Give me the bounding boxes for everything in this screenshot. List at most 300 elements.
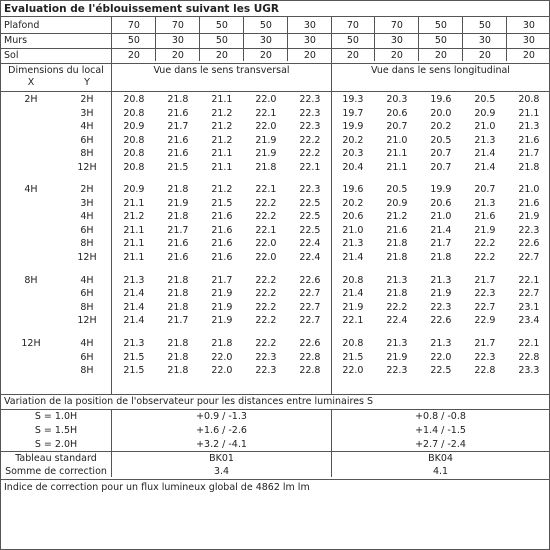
longitudinal-value: 20.5 bbox=[430, 134, 452, 146]
y-dimension: 6H bbox=[80, 288, 94, 300]
divider bbox=[462, 16, 463, 61]
longitudinal-value: 21.7 bbox=[474, 274, 496, 286]
transversal-value: 22.1 bbox=[255, 184, 277, 196]
transversal-value: 21.7 bbox=[167, 315, 189, 327]
transversal-value: 21.6 bbox=[167, 107, 189, 119]
longitudinal-value: 21.3 bbox=[430, 338, 452, 350]
reflectance-label: Plafond bbox=[4, 20, 40, 31]
longitudinal-value: 20.7 bbox=[430, 148, 452, 159]
longitudinal-value: 20.6 bbox=[342, 211, 364, 223]
transversal-value: 21.3 bbox=[123, 338, 145, 350]
transversal-value: 21.5 bbox=[123, 351, 145, 363]
longitudinal-value: 21.0 bbox=[430, 211, 452, 223]
transversal-value: 22.2 bbox=[255, 338, 277, 350]
longitudinal-value: 23.4 bbox=[518, 315, 540, 327]
table-row bbox=[1, 121, 549, 135]
longitudinal-value: 21.7 bbox=[474, 338, 496, 350]
transversal-value: 21.9 bbox=[255, 134, 277, 146]
variation-title: Variation de la position de l'observateur pour les distances entre luminaires S bbox=[4, 396, 374, 407]
y-dimension: 2H bbox=[80, 94, 94, 105]
transversal-value: 21.6 bbox=[211, 238, 233, 250]
reflectance-row bbox=[1, 20, 549, 34]
transversal-value: 21.7 bbox=[167, 121, 189, 132]
reflectance-value: 30 bbox=[522, 35, 535, 46]
longitudinal-value: 19.9 bbox=[430, 184, 452, 196]
table-row bbox=[1, 184, 549, 198]
transversal-value: 20.9 bbox=[123, 121, 145, 132]
longitudinal-value: 21.9 bbox=[342, 301, 364, 313]
longitudinal-value: 22.8 bbox=[518, 351, 540, 363]
transversal-header: Vue dans le sens transversal bbox=[153, 65, 290, 76]
table-row bbox=[1, 302, 549, 316]
longitudinal-value: 21.7 bbox=[518, 148, 540, 159]
transversal-value: 22.2 bbox=[299, 148, 321, 159]
longitudinal-value: 20.5 bbox=[386, 184, 408, 196]
transversal-value: 21.8 bbox=[167, 184, 189, 196]
y-dimension: 6H bbox=[80, 134, 94, 146]
reflectance-value: 20 bbox=[127, 50, 140, 61]
transversal-value: 21.1 bbox=[211, 148, 233, 159]
footer-note: Indice de correction pour un flux lumineux global de 4862 lm lm bbox=[4, 482, 310, 493]
reflectance-value: 50 bbox=[215, 20, 228, 31]
transversal-value: 22.8 bbox=[299, 351, 321, 363]
longitudinal-value: 21.3 bbox=[386, 338, 408, 350]
x-dimension: 2H bbox=[24, 94, 38, 105]
transversal-value: 22.3 bbox=[299, 184, 321, 196]
reflectance-value: 20 bbox=[390, 50, 403, 61]
transversal-value: 22.3 bbox=[299, 94, 321, 105]
table-row bbox=[1, 338, 549, 352]
longitudinal-value: 21.9 bbox=[474, 224, 496, 236]
transversal-value: 22.0 bbox=[255, 121, 277, 132]
transversal-value: 21.8 bbox=[167, 351, 189, 363]
table-row bbox=[1, 94, 549, 108]
longitudinal-value: 20.7 bbox=[474, 184, 496, 196]
table-row bbox=[1, 315, 549, 329]
reflectance-value: 30 bbox=[303, 35, 316, 46]
longitudinal-value: 20.7 bbox=[386, 121, 408, 132]
transversal-value: 21.6 bbox=[211, 211, 233, 223]
x-dimension: 8H bbox=[24, 274, 38, 286]
longitudinal-value: 19.6 bbox=[342, 184, 364, 196]
reflectance-value: 50 bbox=[215, 35, 228, 46]
transversal-value: 21.6 bbox=[167, 148, 189, 159]
transversal-value: 21.4 bbox=[123, 301, 145, 313]
reflectance-row bbox=[1, 50, 549, 64]
longitudinal-value: 21.9 bbox=[430, 288, 452, 300]
divider bbox=[418, 16, 419, 61]
variation-label: S = 1.5H bbox=[34, 425, 78, 436]
correction-transversal: 3.4 bbox=[213, 466, 230, 477]
longitudinal-value: 22.3 bbox=[386, 365, 408, 377]
y-dimension: 12H bbox=[77, 315, 97, 327]
transversal-value: 21.8 bbox=[211, 338, 233, 350]
longitudinal-value: 20.8 bbox=[342, 338, 364, 350]
variation-transversal: +1.6 / -2.6 bbox=[196, 425, 247, 436]
transversal-value: 22.1 bbox=[299, 161, 321, 173]
longitudinal-value: 20.9 bbox=[474, 107, 496, 119]
longitudinal-value: 23.3 bbox=[518, 365, 540, 377]
transversal-value: 22.0 bbox=[255, 251, 277, 263]
transversal-value: 21.4 bbox=[123, 315, 145, 327]
transversal-value: 22.5 bbox=[299, 197, 321, 209]
variation-row bbox=[1, 411, 549, 425]
y-dimension: 4H bbox=[80, 274, 94, 286]
x-dimension: 12H bbox=[21, 338, 41, 350]
longitudinal-value: 21.0 bbox=[518, 184, 540, 196]
correction-row bbox=[1, 466, 549, 480]
transversal-value: 22.0 bbox=[255, 94, 277, 105]
longitudinal-value: 20.3 bbox=[342, 148, 364, 159]
variation-row bbox=[1, 425, 549, 439]
reflectance-value: 50 bbox=[346, 35, 359, 46]
longitudinal-value: 22.7 bbox=[474, 301, 496, 313]
longitudinal-value: 22.9 bbox=[474, 315, 496, 327]
longitudinal-value: 21.8 bbox=[386, 251, 408, 263]
divider bbox=[199, 16, 200, 61]
table-row bbox=[1, 288, 549, 302]
longitudinal-value: 22.2 bbox=[386, 301, 408, 313]
y-dimension: 8H bbox=[80, 148, 94, 159]
table-row bbox=[1, 352, 549, 366]
divider bbox=[506, 16, 507, 61]
y-dimension: 4H bbox=[80, 121, 94, 132]
y-dimension: 6H bbox=[80, 351, 94, 363]
longitudinal-value: 20.8 bbox=[342, 274, 364, 286]
y-dimension: 12H bbox=[77, 161, 97, 173]
y-dimension: 3H bbox=[80, 197, 94, 209]
transversal-value: 21.2 bbox=[123, 211, 145, 223]
transversal-value: 22.6 bbox=[299, 274, 321, 286]
longitudinal-value: 20.2 bbox=[342, 134, 364, 146]
transversal-value: 22.5 bbox=[299, 224, 321, 236]
table-title-text: Evaluation de l'éblouissement suivant les UGR bbox=[4, 3, 279, 15]
longitudinal-value: 22.6 bbox=[518, 238, 540, 250]
transversal-value: 22.0 bbox=[211, 365, 233, 377]
longitudinal-value: 21.3 bbox=[518, 121, 540, 132]
longitudinal-value: 20.4 bbox=[342, 161, 364, 173]
longitudinal-value: 21.0 bbox=[386, 134, 408, 146]
longitudinal-value: 21.6 bbox=[386, 224, 408, 236]
divider bbox=[1, 451, 549, 452]
longitudinal-value: 21.1 bbox=[386, 161, 408, 173]
transversal-value: 21.1 bbox=[123, 238, 145, 250]
variation-longitudinal: +1.4 / -1.5 bbox=[415, 425, 466, 436]
x-dimension: 4H bbox=[24, 184, 38, 196]
divider bbox=[374, 16, 375, 61]
transversal-value: 22.2 bbox=[255, 197, 277, 209]
reflectance-value: 50 bbox=[478, 20, 491, 31]
longitudinal-value: 20.6 bbox=[430, 197, 452, 209]
longitudinal-value: 22.3 bbox=[518, 224, 540, 236]
divider bbox=[1, 479, 549, 480]
transversal-value: 22.7 bbox=[299, 315, 321, 327]
transversal-value: 20.8 bbox=[123, 134, 145, 146]
y-dimension: 8H bbox=[80, 238, 94, 250]
divider bbox=[1, 394, 549, 395]
reflectance-value: 70 bbox=[346, 20, 359, 31]
divider bbox=[1, 48, 549, 49]
longitudinal-value: 20.5 bbox=[474, 94, 496, 105]
reflectance-value: 70 bbox=[171, 20, 184, 31]
longitudinal-value: 21.8 bbox=[386, 238, 408, 250]
variation-transversal: +0.9 / -1.3 bbox=[196, 411, 247, 422]
dimensions-header: Dimensions du local bbox=[8, 65, 104, 76]
reflectance-label: Murs bbox=[4, 35, 28, 46]
longitudinal-value: 19.3 bbox=[342, 94, 364, 105]
longitudinal-value: 21.5 bbox=[342, 351, 364, 363]
transversal-value: 21.8 bbox=[167, 274, 189, 286]
longitudinal-value: 21.6 bbox=[474, 211, 496, 223]
transversal-value: 21.3 bbox=[123, 274, 145, 286]
reflectance-value: 20 bbox=[478, 50, 491, 61]
correction-longitudinal: 4.1 bbox=[432, 466, 449, 477]
table-row bbox=[1, 108, 549, 122]
divider bbox=[1, 63, 549, 64]
transversal-value: 21.5 bbox=[123, 365, 145, 377]
transversal-value: 20.8 bbox=[123, 107, 145, 119]
longitudinal-value: 21.4 bbox=[342, 251, 364, 263]
longitudinal-value: 20.2 bbox=[342, 197, 364, 209]
transversal-value: 21.1 bbox=[123, 251, 145, 263]
longitudinal-value: 22.1 bbox=[518, 274, 540, 286]
variation-longitudinal: +0.8 / -0.8 bbox=[415, 411, 466, 422]
longitudinal-value: 20.8 bbox=[518, 94, 540, 105]
reflectance-value: 20 bbox=[259, 50, 272, 61]
y-dimension: 3H bbox=[80, 107, 94, 119]
reflectance-value: 20 bbox=[303, 50, 316, 61]
longitudinal-value: 21.4 bbox=[342, 288, 364, 300]
longitudinal-value: 22.8 bbox=[474, 365, 496, 377]
standard-longitudinal: BK04 bbox=[428, 453, 453, 464]
longitudinal-value: 22.7 bbox=[518, 288, 540, 300]
longitudinal-value: 22.1 bbox=[342, 315, 364, 327]
transversal-value: 22.1 bbox=[255, 224, 277, 236]
longitudinal-value: 22.0 bbox=[430, 351, 452, 363]
divider bbox=[1, 91, 549, 92]
longitudinal-value: 20.2 bbox=[430, 121, 452, 132]
transversal-value: 21.9 bbox=[211, 315, 233, 327]
table-row bbox=[1, 211, 549, 225]
longitudinal-value: 19.7 bbox=[342, 107, 364, 119]
y-dimension: 4H bbox=[80, 338, 94, 350]
longitudinal-value: 22.3 bbox=[474, 351, 496, 363]
reflectance-value: 20 bbox=[171, 50, 184, 61]
longitudinal-value: 21.4 bbox=[474, 148, 496, 159]
longitudinal-value: 21.3 bbox=[430, 274, 452, 286]
longitudinal-value: 21.4 bbox=[474, 161, 496, 173]
reflectance-value: 70 bbox=[390, 20, 403, 31]
standard-transversal: BK01 bbox=[209, 453, 234, 464]
transversal-value: 21.1 bbox=[211, 94, 233, 105]
correction-label: Somme de correction bbox=[5, 466, 107, 477]
transversal-value: 21.2 bbox=[211, 107, 233, 119]
longitudinal-value: 22.4 bbox=[386, 315, 408, 327]
longitudinal-value: 21.0 bbox=[474, 121, 496, 132]
transversal-value: 21.1 bbox=[211, 161, 233, 173]
x-label: X bbox=[27, 77, 35, 88]
longitudinal-value: 22.3 bbox=[474, 288, 496, 300]
y-label: Y bbox=[84, 77, 90, 88]
transversal-value: 22.5 bbox=[299, 211, 321, 223]
transversal-value: 21.9 bbox=[255, 148, 277, 159]
transversal-value: 21.6 bbox=[211, 224, 233, 236]
transversal-value: 21.9 bbox=[211, 301, 233, 313]
reflectance-value: 50 bbox=[434, 35, 447, 46]
transversal-value: 22.3 bbox=[299, 121, 321, 132]
transversal-value: 22.0 bbox=[211, 351, 233, 363]
y-dimension: 2H bbox=[80, 184, 94, 196]
transversal-value: 21.8 bbox=[167, 94, 189, 105]
transversal-value: 22.2 bbox=[255, 301, 277, 313]
reflectance-value: 20 bbox=[522, 50, 535, 61]
transversal-value: 20.8 bbox=[123, 161, 145, 173]
reflectance-value: 30 bbox=[478, 35, 491, 46]
variation-longitudinal: +2.7 / -2.4 bbox=[415, 439, 466, 450]
transversal-value: 22.2 bbox=[255, 315, 277, 327]
longitudinal-header: Vue dans le sens longitudinal bbox=[371, 65, 510, 76]
longitudinal-value: 21.9 bbox=[386, 351, 408, 363]
longitudinal-value: 22.2 bbox=[474, 251, 496, 263]
longitudinal-value: 21.3 bbox=[386, 274, 408, 286]
longitudinal-value: 21.2 bbox=[386, 211, 408, 223]
table-row bbox=[1, 162, 549, 176]
transversal-value: 22.7 bbox=[299, 288, 321, 300]
transversal-value: 21.2 bbox=[211, 134, 233, 146]
transversal-value: 22.2 bbox=[299, 134, 321, 146]
transversal-value: 21.6 bbox=[167, 238, 189, 250]
divider bbox=[243, 16, 244, 61]
reflectance-value: 30 bbox=[303, 20, 316, 31]
standard-label: Tableau standard bbox=[15, 453, 97, 464]
divider bbox=[1, 16, 549, 17]
variation-label: S = 1.0H bbox=[34, 411, 78, 422]
reflectance-value: 20 bbox=[215, 50, 228, 61]
longitudinal-value: 23.1 bbox=[518, 301, 540, 313]
table-row bbox=[1, 135, 549, 149]
transversal-value: 22.2 bbox=[255, 274, 277, 286]
y-dimension: 12H bbox=[77, 251, 97, 263]
axis-header-row bbox=[1, 77, 549, 91]
y-dimension: 4H bbox=[80, 211, 94, 223]
longitudinal-value: 20.0 bbox=[430, 107, 452, 119]
transversal-value: 21.2 bbox=[211, 184, 233, 196]
longitudinal-value: 21.8 bbox=[518, 161, 540, 173]
longitudinal-value: 21.9 bbox=[518, 211, 540, 223]
transversal-value: 22.4 bbox=[299, 251, 321, 263]
table-row bbox=[1, 198, 549, 212]
variation-title-row bbox=[1, 396, 549, 410]
reflectance-value: 50 bbox=[127, 35, 140, 46]
transversal-value: 22.4 bbox=[299, 238, 321, 250]
transversal-value: 22.2 bbox=[255, 211, 277, 223]
transversal-value: 22.1 bbox=[255, 107, 277, 119]
transversal-value: 22.0 bbox=[255, 238, 277, 250]
table-row bbox=[1, 252, 549, 266]
reflectance-value: 50 bbox=[259, 20, 272, 31]
transversal-value: 21.1 bbox=[123, 197, 145, 209]
longitudinal-value: 21.1 bbox=[518, 107, 540, 119]
longitudinal-value: 21.0 bbox=[342, 224, 364, 236]
standard-row bbox=[1, 453, 549, 467]
longitudinal-value: 20.7 bbox=[430, 161, 452, 173]
transversal-value: 22.2 bbox=[255, 288, 277, 300]
transversal-value: 20.8 bbox=[123, 148, 145, 159]
transversal-value: 21.8 bbox=[167, 365, 189, 377]
table-row bbox=[1, 238, 549, 252]
transversal-value: 22.6 bbox=[299, 338, 321, 350]
longitudinal-value: 22.0 bbox=[342, 365, 364, 377]
reflectance-value: 30 bbox=[390, 35, 403, 46]
transversal-value: 21.9 bbox=[167, 197, 189, 209]
transversal-value: 21.4 bbox=[123, 288, 145, 300]
transversal-value: 21.9 bbox=[211, 288, 233, 300]
reflectance-label: Sol bbox=[4, 50, 19, 61]
transversal-value: 21.5 bbox=[167, 161, 189, 173]
longitudinal-value: 21.3 bbox=[474, 197, 496, 209]
transversal-value: 21.6 bbox=[167, 134, 189, 146]
divider bbox=[1, 409, 549, 410]
longitudinal-value: 21.7 bbox=[430, 238, 452, 250]
table-row bbox=[1, 225, 549, 239]
transversal-value: 21.8 bbox=[167, 338, 189, 350]
longitudinal-value: 21.1 bbox=[386, 148, 408, 159]
transversal-value: 20.9 bbox=[123, 184, 145, 196]
divider bbox=[287, 16, 288, 61]
reflectance-value: 20 bbox=[346, 50, 359, 61]
longitudinal-value: 21.4 bbox=[430, 224, 452, 236]
transversal-value: 21.8 bbox=[255, 161, 277, 173]
transversal-value: 22.3 bbox=[255, 351, 277, 363]
longitudinal-value: 22.7 bbox=[518, 251, 540, 263]
transversal-value: 20.8 bbox=[123, 94, 145, 105]
longitudinal-value: 22.2 bbox=[474, 238, 496, 250]
reflectance-row bbox=[1, 35, 549, 49]
transversal-value: 21.8 bbox=[167, 301, 189, 313]
transversal-value: 21.7 bbox=[211, 274, 233, 286]
variation-transversal: +3.2 / -4.1 bbox=[196, 439, 247, 450]
longitudinal-value: 21.8 bbox=[386, 288, 408, 300]
transversal-value: 22.3 bbox=[299, 107, 321, 119]
divider bbox=[155, 16, 156, 61]
transversal-value: 22.8 bbox=[299, 365, 321, 377]
transversal-value: 21.8 bbox=[167, 288, 189, 300]
longitudinal-value: 21.8 bbox=[430, 251, 452, 263]
longitudinal-value: 22.3 bbox=[430, 301, 452, 313]
longitudinal-value: 22.1 bbox=[518, 338, 540, 350]
transversal-value: 21.5 bbox=[211, 197, 233, 209]
transversal-value: 21.2 bbox=[211, 121, 233, 132]
longitudinal-value: 22.5 bbox=[430, 365, 452, 377]
table-row bbox=[1, 275, 549, 289]
longitudinal-value: 21.3 bbox=[342, 238, 364, 250]
longitudinal-value: 20.3 bbox=[386, 94, 408, 105]
table-row bbox=[1, 148, 549, 162]
transversal-value: 22.3 bbox=[255, 365, 277, 377]
y-dimension: 8H bbox=[80, 365, 94, 377]
reflectance-value: 70 bbox=[127, 20, 140, 31]
table-row bbox=[1, 365, 549, 379]
transversal-value: 21.1 bbox=[123, 224, 145, 236]
reflectance-value: 50 bbox=[434, 20, 447, 31]
reflectance-value: 20 bbox=[434, 50, 447, 61]
longitudinal-value: 21.6 bbox=[518, 197, 540, 209]
transversal-value: 21.6 bbox=[167, 251, 189, 263]
y-dimension: 8H bbox=[80, 301, 94, 313]
longitudinal-value: 20.9 bbox=[386, 197, 408, 209]
divider bbox=[1, 33, 549, 34]
longitudinal-value: 22.6 bbox=[430, 315, 452, 327]
